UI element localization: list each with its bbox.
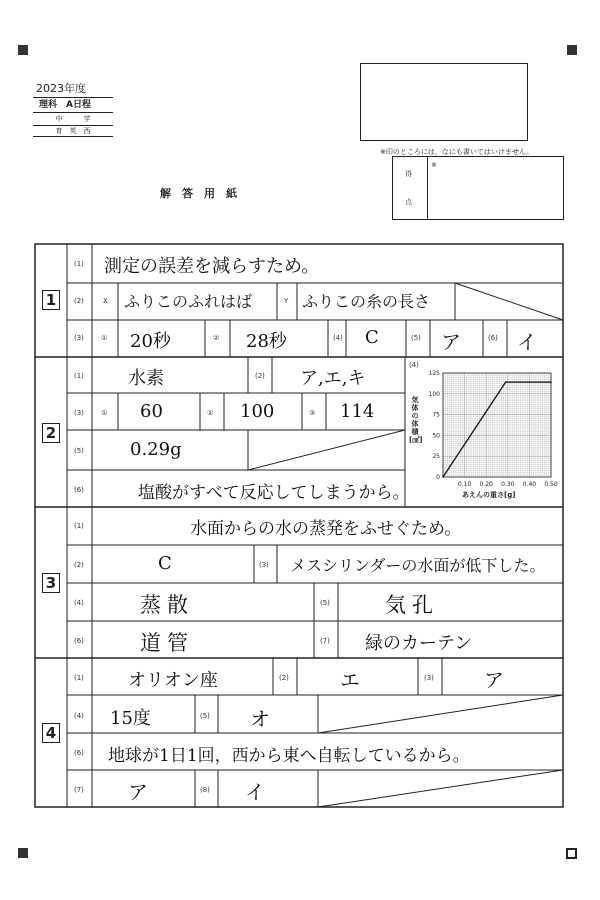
q1-1-label: (1)	[74, 260, 84, 268]
section-number-4: 4	[42, 723, 60, 743]
q1-3-answer-2: 28秒	[246, 331, 287, 352]
q2-6-answer: 塩酸がすべて反応してしまうから。	[138, 483, 410, 503]
q1-3-answer-1: 20秒	[130, 331, 171, 352]
q2-3-label: (3)	[74, 409, 84, 417]
q3-4-answer: 蒸散	[140, 593, 194, 617]
q2-5-answer: 0.29g	[130, 439, 182, 460]
q1-4-answer: C	[365, 327, 379, 348]
year: 2023年度	[36, 82, 86, 95]
q2-3-circle-1: ①	[101, 409, 108, 417]
q3-6-label: (6)	[74, 637, 84, 645]
q1-3-circle-2: ②	[213, 334, 220, 342]
q4-3-answer: ア	[484, 668, 504, 692]
q1-1-answer: 測定の誤差を減らすため。	[104, 256, 320, 277]
q4-1-label: (1)	[74, 674, 84, 682]
page-title: 解 答 用 紙	[160, 187, 237, 200]
q2-3-answer-2: 100	[240, 401, 275, 422]
q4-4-label: (4)	[74, 712, 84, 720]
q2-4-label: (4)	[409, 361, 419, 369]
q2-1-answer: 水素	[128, 368, 164, 389]
q4-5-answer: オ	[250, 707, 270, 731]
q1-3-label: (3)	[74, 334, 84, 342]
q4-7-label: (7)	[74, 786, 84, 794]
q4-3-label: (3)	[424, 674, 434, 682]
q3-2-label: (2)	[74, 561, 84, 569]
section-number-1: 1	[42, 290, 60, 310]
q4-6-answer: 地球が1日1回，西から東へ自転しているから。	[108, 746, 470, 766]
q2-2-answer: ア,エ,キ	[300, 368, 366, 389]
q3-4-label: (4)	[74, 599, 84, 607]
q2-3-circle-2: ②	[207, 409, 214, 417]
q1-6-answer: イ	[517, 330, 537, 354]
chart-x-tick-label: 0.10	[457, 481, 472, 488]
q2-6-label: (6)	[74, 486, 84, 494]
q1-2-x-answer: ふりこのふれはば	[124, 292, 253, 311]
q4-7-answer: ア	[128, 780, 148, 804]
chart-x-tick-label: 0.40	[522, 481, 537, 488]
q3-3-label: (3)	[259, 561, 269, 569]
subject: 理科 A日程	[33, 98, 113, 113]
q3-1-label: (1)	[74, 522, 84, 530]
q3-7-label: (7)	[320, 637, 330, 645]
chart-data-point	[505, 381, 507, 383]
chart-y-tick-label: 100	[428, 390, 440, 398]
chart-y-tick-label: 0	[436, 474, 440, 481]
q1-6-label: (6)	[488, 334, 498, 342]
gas-volume-chart	[405, 357, 563, 507]
chart-x-axis-label: あえんの重さ[g]	[462, 491, 516, 499]
q2-3-answer-1: 60	[140, 401, 163, 422]
q2-3-circle-3: ③	[309, 409, 316, 417]
score-label-1: 得	[405, 170, 412, 178]
q4-2-label: (2)	[279, 674, 289, 682]
chart-y-tick-label: 75	[432, 411, 440, 419]
section-number-2: 2	[42, 423, 60, 443]
q4-4-answer: 15度	[110, 708, 151, 729]
chart-x-tick-label: 0.30	[501, 481, 515, 488]
q2-3-answer-3: 114	[340, 401, 375, 422]
q1-2-x-label: X	[103, 297, 108, 305]
chart-x-tick-label: 0.20	[479, 481, 493, 488]
q3-3-answer: メスシリンダーの水面が低下した。	[290, 556, 546, 575]
chart-y-tick-label: 125	[428, 370, 440, 377]
q1-5-label: (5)	[411, 334, 421, 342]
q4-6-label: (6)	[74, 749, 84, 757]
section-number-3: 3	[42, 573, 60, 593]
q2-5-label: (5)	[74, 447, 84, 455]
q3-7-answer: 緑のカーテン	[365, 633, 473, 654]
notice: ※印のところには，なにも書いてはいけません。	[380, 148, 534, 156]
chart-data-point	[442, 476, 444, 478]
q3-1-answer: 水面からの水の蒸発をふせぐため。	[190, 519, 462, 539]
q3-2-answer: C	[158, 553, 172, 574]
score-mark: ※	[431, 161, 437, 169]
chart-y-tick-label: 50	[432, 432, 440, 440]
q2-2-label: (2)	[255, 372, 265, 380]
q4-8-answer: イ	[245, 780, 265, 804]
q4-2-answer: エ	[340, 668, 360, 692]
q1-4-label: (4)	[333, 334, 343, 342]
chart-x-tick-label: 0.50	[544, 481, 558, 488]
q3-6-answer: 道管	[140, 631, 194, 655]
school-row1: 中 学	[55, 115, 91, 123]
chart-y-axis-label: 気体の体積[㎤]	[409, 396, 423, 444]
school-row2: 育 英 西	[33, 125, 113, 136]
q1-5-answer: ア	[441, 330, 461, 354]
q1-2-y-label: Y	[284, 297, 289, 305]
q4-1-answer: オリオン座	[128, 670, 218, 691]
q4-8-label: (8)	[200, 786, 210, 794]
q3-5-label: (5)	[320, 599, 330, 607]
score-label-2: 点	[405, 198, 412, 206]
q4-5-label: (5)	[200, 712, 210, 720]
chart-y-tick-label: 25	[432, 453, 440, 461]
q2-1-label: (1)	[74, 372, 84, 380]
q1-2-label: (2)	[74, 297, 84, 305]
q3-5-answer: 気孔	[385, 593, 439, 617]
chart-data-point	[550, 381, 552, 383]
q1-2-y-answer: ふりこの糸の長さ	[302, 292, 431, 311]
q1-3-circle-1: ①	[101, 334, 108, 342]
